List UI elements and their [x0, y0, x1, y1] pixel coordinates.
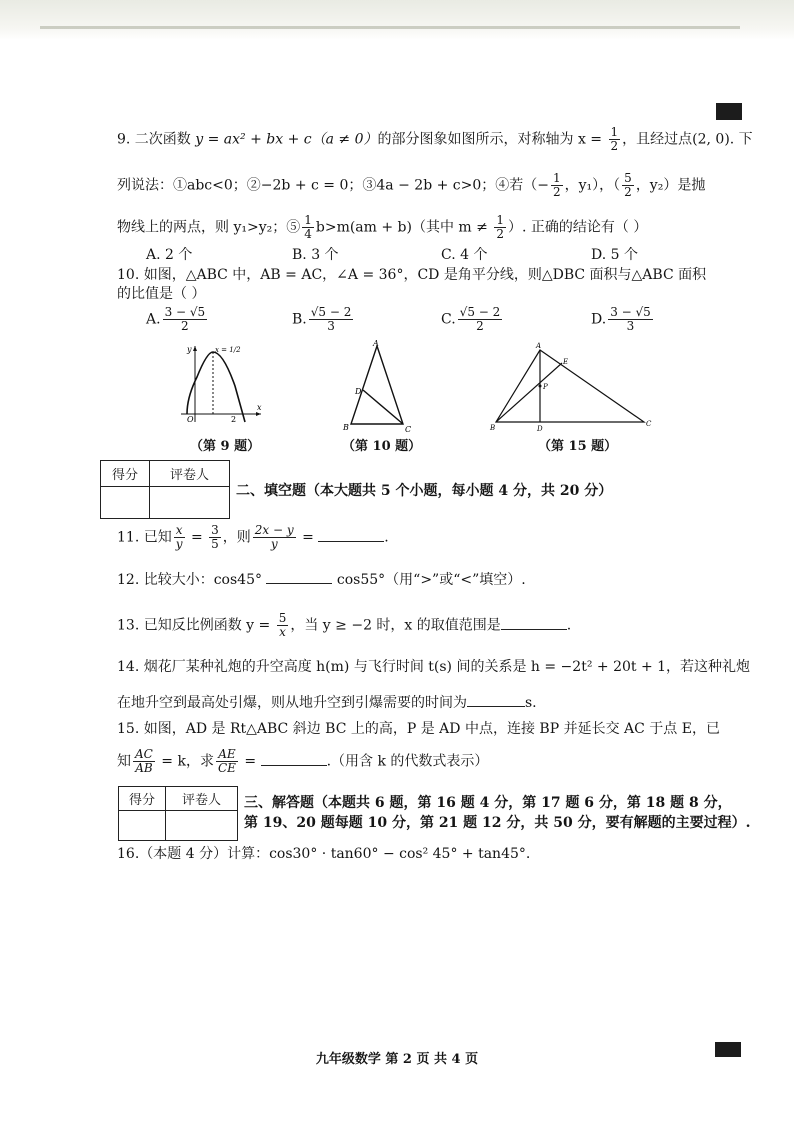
q10-option-b: B. $\frac{√5 - 2}{3}$	[292, 305, 352, 333]
q9-option-b: B. 3 个	[292, 247, 339, 263]
score-cell[interactable]	[101, 487, 150, 519]
q10-option-d: D. $\frac{3 - √5}{3}$	[591, 305, 651, 333]
section3-title-line2: 第 19、20 题每题 10 分，第 21 题 12 分，共 50 分，要有解题的主要过程）.	[244, 815, 751, 831]
fig15-c-label: C	[646, 420, 652, 428]
q10-line1: 10. 如图，△ABC 中，AB = AC，∠A = 36°，CD 是角平分线，则△DBC 面积与△ABC 面积	[117, 267, 707, 283]
corner-mark-top	[716, 103, 742, 120]
q10-option-c: C. $\frac{√5 - 2}{2}$	[441, 305, 501, 333]
q14-answer-blank[interactable]	[467, 692, 525, 707]
q15-answer-blank[interactable]	[261, 751, 327, 766]
q9-line3: 物线上的两点，则 y₁>y₂；⑤ $\frac{1}{4}$ b>m(am + b)（其中 m ≠ $\frac{1}{2}$ ）. 正确的结论有（ ）	[117, 213, 648, 241]
grader-header: 评卷人	[166, 787, 238, 811]
score-header: 得分	[101, 461, 150, 487]
score-table-section2	[100, 460, 230, 519]
grader-header: 评卷人	[150, 461, 230, 487]
grader-cell[interactable]	[166, 811, 238, 841]
q9-c5-fraction: $\frac{1}{4}$	[304, 213, 312, 241]
figure-9-parabola	[175, 342, 265, 424]
q9-option-c: C. 4 个	[441, 247, 488, 263]
fig10-a-label: A	[373, 339, 379, 348]
score-table-section3	[118, 786, 238, 841]
q9-p2-fraction: $\frac{5}{2}$	[624, 171, 632, 199]
q9-option-d: D. 5 个	[591, 247, 638, 263]
page-footer: 九年级数学 第 2 页 共 4 页	[315, 1052, 479, 1067]
q14-line1: 14. 烟花厂某种礼炮的升空高度 h(m) 与飞行时间 t(s) 间的关系是 h = −2t² + 20t + 1，若这种礼炮	[117, 659, 751, 675]
fig15-d-label: D	[537, 425, 543, 432]
section2-title: 二、填空题（本大题共 5 个小题，每小题 4 分，共 20 分）	[236, 483, 613, 499]
q9-line1: 9. 二次函数 y = ax² + bx + c（a ≠ 0）的部分图象如图所示，对称轴为 x = $\frac{1}{2}$ ，且经过点(2, 0). 下	[117, 125, 753, 153]
fig15-p-label: P	[543, 383, 548, 391]
q15-line1: 15. 如图，AD 是 Rt△ABC 斜边 BC 上的高，P 是 AD 中点，连接 BP 并延长交 AC 于点 E，已	[117, 721, 720, 737]
q9-p1-fraction: $\frac{1}{2}$	[553, 171, 561, 199]
q11-line: 11. 已知 $\frac{x}{y}$ = $\frac{3}{5}$ ，则 $\frac{2x - y}{y}$ = .	[117, 523, 389, 551]
fig15-e-label: E	[563, 358, 569, 366]
figure-10-caption: （第 10 题）	[342, 439, 422, 454]
fig9-x-label: x	[257, 403, 262, 412]
scan-top-band	[0, 0, 794, 40]
q9-axis-fraction: $\frac{1}{2}$	[610, 125, 619, 153]
q12-line: 12. 比较大小：cos45° cos55°（用“>”或“<”填空）.	[117, 569, 526, 590]
fig15-b-label: B	[490, 424, 496, 432]
q11-answer-blank[interactable]	[318, 527, 384, 542]
q9-option-a: A. 2 个	[146, 247, 193, 263]
q15-line2: 知 $\frac{AC}{AB}$ = k，求 $\frac{AE}{CE}$ = .（用含 k 的代数式表示）	[117, 747, 489, 775]
figure-15-caption: （第 15 题）	[538, 439, 618, 454]
fig15-a-label: A	[536, 342, 542, 350]
q13-line: 13. 已知反比例函数 y = $\frac{5}{x}$ ，当 y ≥ −2 时，x 的取值范围是 .	[117, 611, 572, 639]
score-header: 得分	[119, 787, 166, 811]
q12-answer-blank[interactable]	[266, 569, 332, 584]
figure-10-triangle	[337, 338, 417, 434]
figure-15-right-triangle	[488, 342, 658, 432]
section3-title-line1: 三、解答题（本题共 6 题，第 16 题 4 分，第 17 题 6 分，第 18 题 8 分，	[244, 795, 732, 811]
fig9-two-label: 2	[231, 415, 237, 424]
q14-line2: 在地升空到最高处引爆，则从地升空到引爆需要的时间为 s.	[117, 692, 537, 713]
fig10-b-label: B	[343, 423, 349, 432]
q13-answer-blank[interactable]	[501, 615, 567, 630]
fig9-axis-label: x = 1/2	[215, 346, 241, 354]
grader-cell[interactable]	[150, 487, 230, 519]
scan-top-line	[40, 26, 740, 29]
q9-line2: 列说法：①abc<0；②−2b + c = 0；③4a − 2b + c>0；④若（− $\frac{1}{2}$ ，y₁），（ $\frac{5}{2}$ ，y₂）是抛	[117, 171, 706, 199]
fig10-c-label: C	[405, 425, 412, 434]
q16-line: 16.（本题 4 分）计算：cos30° · tan60° − cos² 45° + tan45°.	[117, 846, 531, 862]
fig9-origin-label: O	[187, 415, 194, 424]
fig9-y-label: y	[187, 345, 192, 354]
q10-option-a: A. $\frac{3 - √5}{2}$	[146, 305, 206, 333]
figure-9-caption: （第 9 题）	[190, 439, 261, 454]
score-cell[interactable]	[119, 811, 166, 841]
q10-line2: 的比值是（ ）	[117, 286, 206, 302]
fig10-d-label: D	[355, 387, 362, 396]
q9-m-fraction: $\frac{1}{2}$	[496, 213, 504, 241]
